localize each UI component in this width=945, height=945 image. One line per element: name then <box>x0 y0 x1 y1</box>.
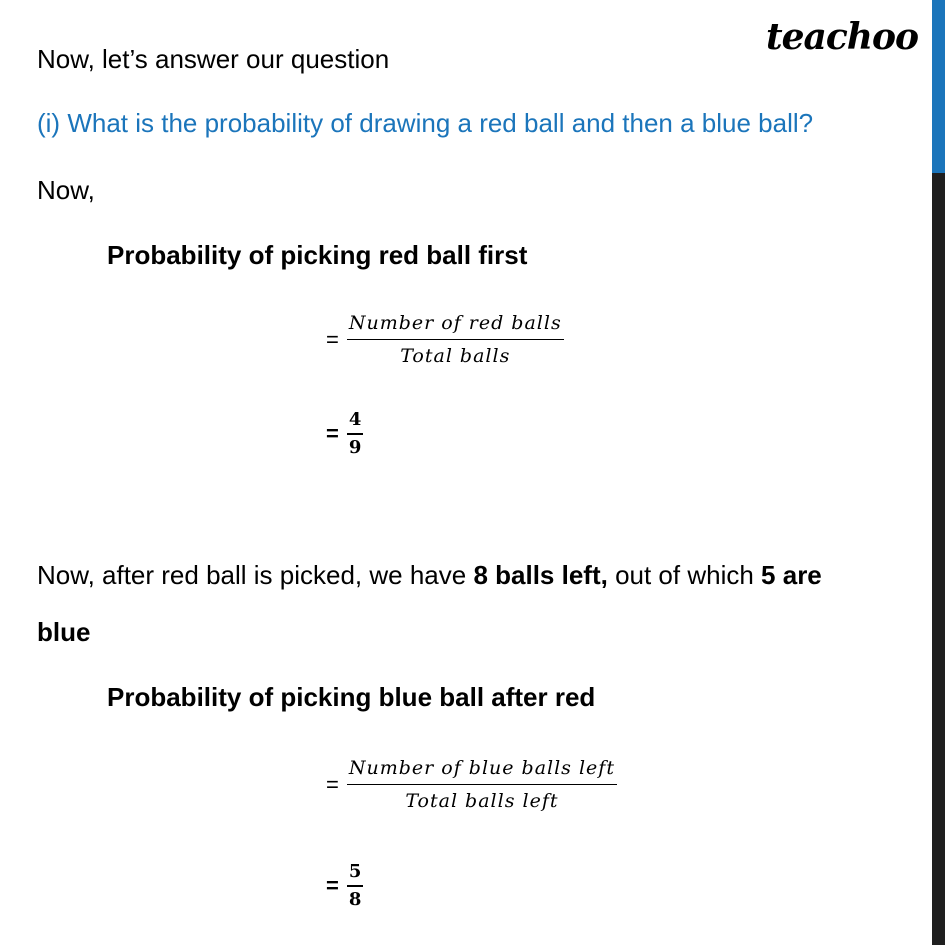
fraction-bar <box>347 784 617 785</box>
blue-result-equation <box>326 862 363 910</box>
fraction-denominator: Total balls left <box>405 790 559 812</box>
blue-count-bold: 5 are <box>761 560 822 590</box>
red-result-fraction <box>347 410 364 458</box>
after-pick-part2: out of which <box>607 560 762 590</box>
fraction-numerator: Number of blue balls left <box>348 757 615 779</box>
blue-formula-fraction <box>347 756 617 813</box>
now-text: Now, <box>37 175 95 205</box>
fraction-numerator: 4 <box>348 409 362 430</box>
fraction-bar <box>347 885 364 887</box>
red-formula-fraction <box>347 311 564 368</box>
red-formula-equation <box>326 311 564 368</box>
equals-sign: = <box>326 421 339 446</box>
equals-sign: = <box>326 873 339 898</box>
after-pick-blue-word: blue <box>37 617 91 647</box>
fraction-denominator: 8 <box>348 889 362 910</box>
blue-probability-heading: Probability of picking blue ball after red <box>107 682 596 712</box>
after-pick-part1: Now, after red ball is picked, we have <box>37 560 474 590</box>
fraction-denominator: 9 <box>348 437 362 458</box>
teachoo-logo: teachoo <box>766 16 918 58</box>
equals-sign: = <box>326 771 339 797</box>
right-scrollbar-track[interactable] <box>932 0 945 945</box>
blue-result-fraction <box>347 862 364 910</box>
balls-left-bold: 8 balls left, <box>473 560 608 590</box>
scrollbar-thumb[interactable] <box>932 0 945 173</box>
fraction-bar <box>347 339 564 340</box>
fraction-numerator: 5 <box>348 861 362 882</box>
intro-text: Now, let’s answer our question <box>37 44 390 74</box>
red-result-equation <box>326 410 363 458</box>
equals-sign: = <box>326 326 339 352</box>
blue-formula-equation <box>326 756 617 813</box>
question-text: (i) What is the probability of drawing a red ball and then a blue ball? <box>37 108 814 138</box>
fraction-numerator: Number of red balls <box>348 312 562 334</box>
red-probability-heading: Probability of picking red ball first <box>107 240 528 270</box>
fraction-denominator: Total balls <box>400 345 511 367</box>
fraction-bar <box>347 433 364 435</box>
after-pick-text <box>37 558 822 592</box>
